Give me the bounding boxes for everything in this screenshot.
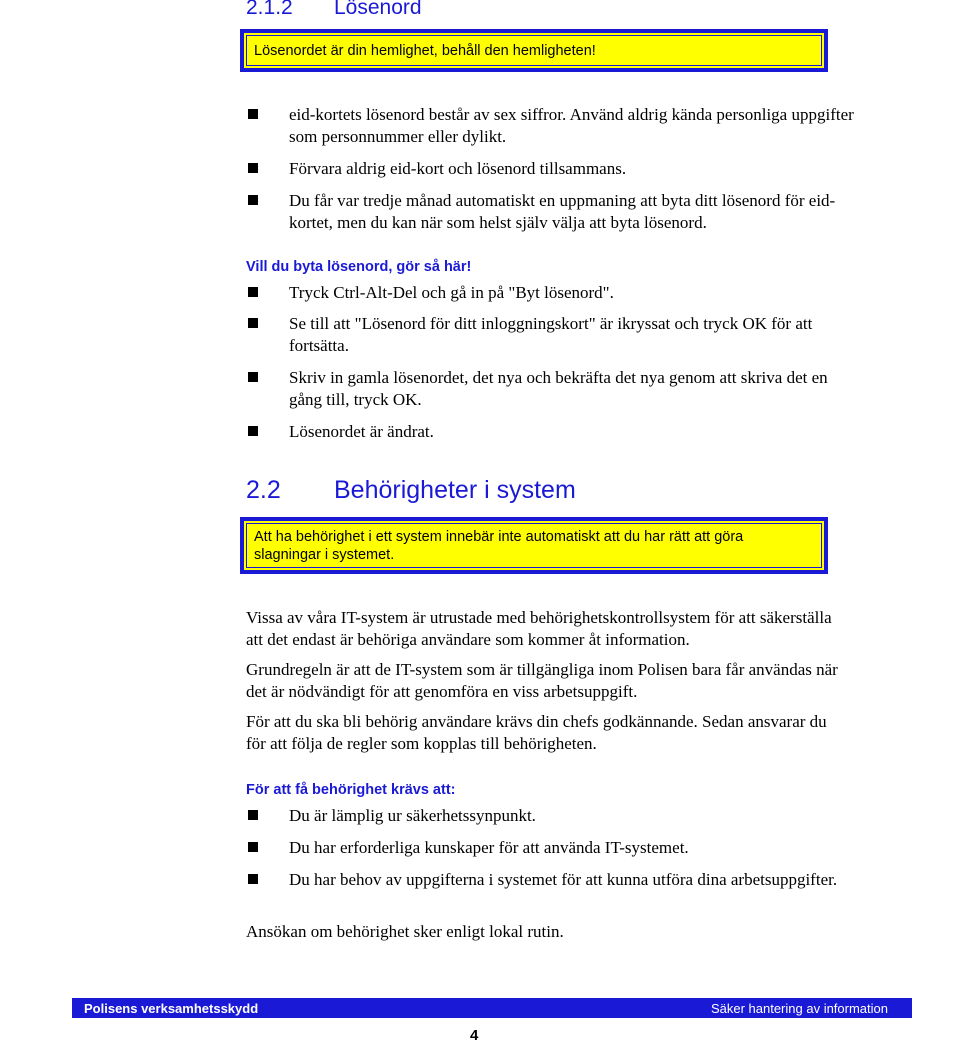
callout-text: Att ha behörighet i ett system innebär inte automatiskt att du har rätt att göra slagningar i systemet.: [254, 528, 744, 563]
square-bullet-icon: [248, 287, 258, 297]
requirements-list: [240, 805, 860, 891]
footer-left-text: Polisens verksamhetsskydd: [84, 1001, 259, 1016]
list-item: Förvara aldrig eid-kort och lösenord tillsammans.: [240, 158, 860, 180]
list-item: Du har behov av uppgifterna i systemet för att kunna utföra dina arbetsuppgifter.: [240, 869, 860, 891]
square-bullet-icon: [248, 109, 258, 119]
square-bullet-icon: [248, 426, 258, 436]
list-item: Du är lämplig ur säkerhetssynpunkt.: [240, 805, 860, 827]
list-item: Du får var tredje månad automatiskt en uppmaning att byta ditt lösenord för eid-kortet, men du kan när som helst själv välja att byta lösenord.: [240, 190, 860, 234]
list-item: Du har erforderliga kunskaper för att använda IT-systemet.: [240, 837, 860, 859]
page-number: 4: [470, 1027, 479, 1044]
page-footer: [72, 998, 912, 1018]
callout-text: Lösenordet är din hemlighet, behåll den hemligheten!: [254, 42, 596, 59]
footer-right-text: Säker hantering av information: [710, 1001, 888, 1016]
list-item: Lösenordet är ändrat.: [240, 421, 860, 443]
section-heading-2-2: [246, 476, 576, 505]
section-number: 2.1.2: [246, 0, 293, 19]
section-title: Behörigheter i system: [334, 476, 576, 504]
square-bullet-icon: [248, 195, 258, 205]
square-bullet-icon: [248, 842, 258, 852]
paragraph: Vissa av våra IT-system är utrustade med behörighetskontrollsystem för att säkerställa att det endast är behöriga användare som kommer åt information.: [246, 608, 832, 649]
square-bullet-icon: [248, 372, 258, 382]
section-heading-2-1-2: [246, 0, 422, 20]
paragraph: Grundregeln är att de IT-system som är tillgängliga inom Polisen bara får användas när det är nödvändigt för att genomföra en viss arbetsuppgift.: [246, 660, 838, 701]
list-item: Tryck Ctrl-Alt-Del och gå in på "Byt lösenord".: [240, 282, 860, 304]
square-bullet-icon: [248, 810, 258, 820]
change-password-steps: [240, 282, 860, 443]
list-item: eid-kortets lösenord består av sex siffror. Använd aldrig kända personliga uppgifter som personnummer eller dylikt.: [240, 104, 860, 148]
callout-box: [240, 517, 828, 574]
paragraph: För att du ska bli behörig användare krävs din chefs godkännande. Sedan ansvarar du för att följa de regler som kopplas till behörigheten.: [246, 712, 827, 753]
square-bullet-icon: [248, 318, 258, 328]
section-number: 2.2: [246, 476, 281, 504]
subheading-change-password: Vill du byta lösenord, gör så här!: [246, 259, 472, 275]
callout-box: [240, 29, 828, 72]
square-bullet-icon: [248, 163, 258, 173]
password-bullet-list: [240, 104, 860, 234]
square-bullet-icon: [248, 874, 258, 884]
list-item: Skriv in gamla lösenordet, det nya och bekräfta det nya genom att skriva det en gång till, tryck OK.: [240, 367, 860, 411]
list-item: Se till att "Lösenord för ditt inloggningskort" är ikryssat och tryck OK för att fortsätta.: [240, 313, 860, 357]
subheading-requirements: För att få behörighet krävs att:: [246, 782, 456, 798]
closing-paragraph: Ansökan om behörighet sker enligt lokal rutin.: [246, 922, 564, 941]
section-title: Lösenord: [334, 0, 422, 19]
